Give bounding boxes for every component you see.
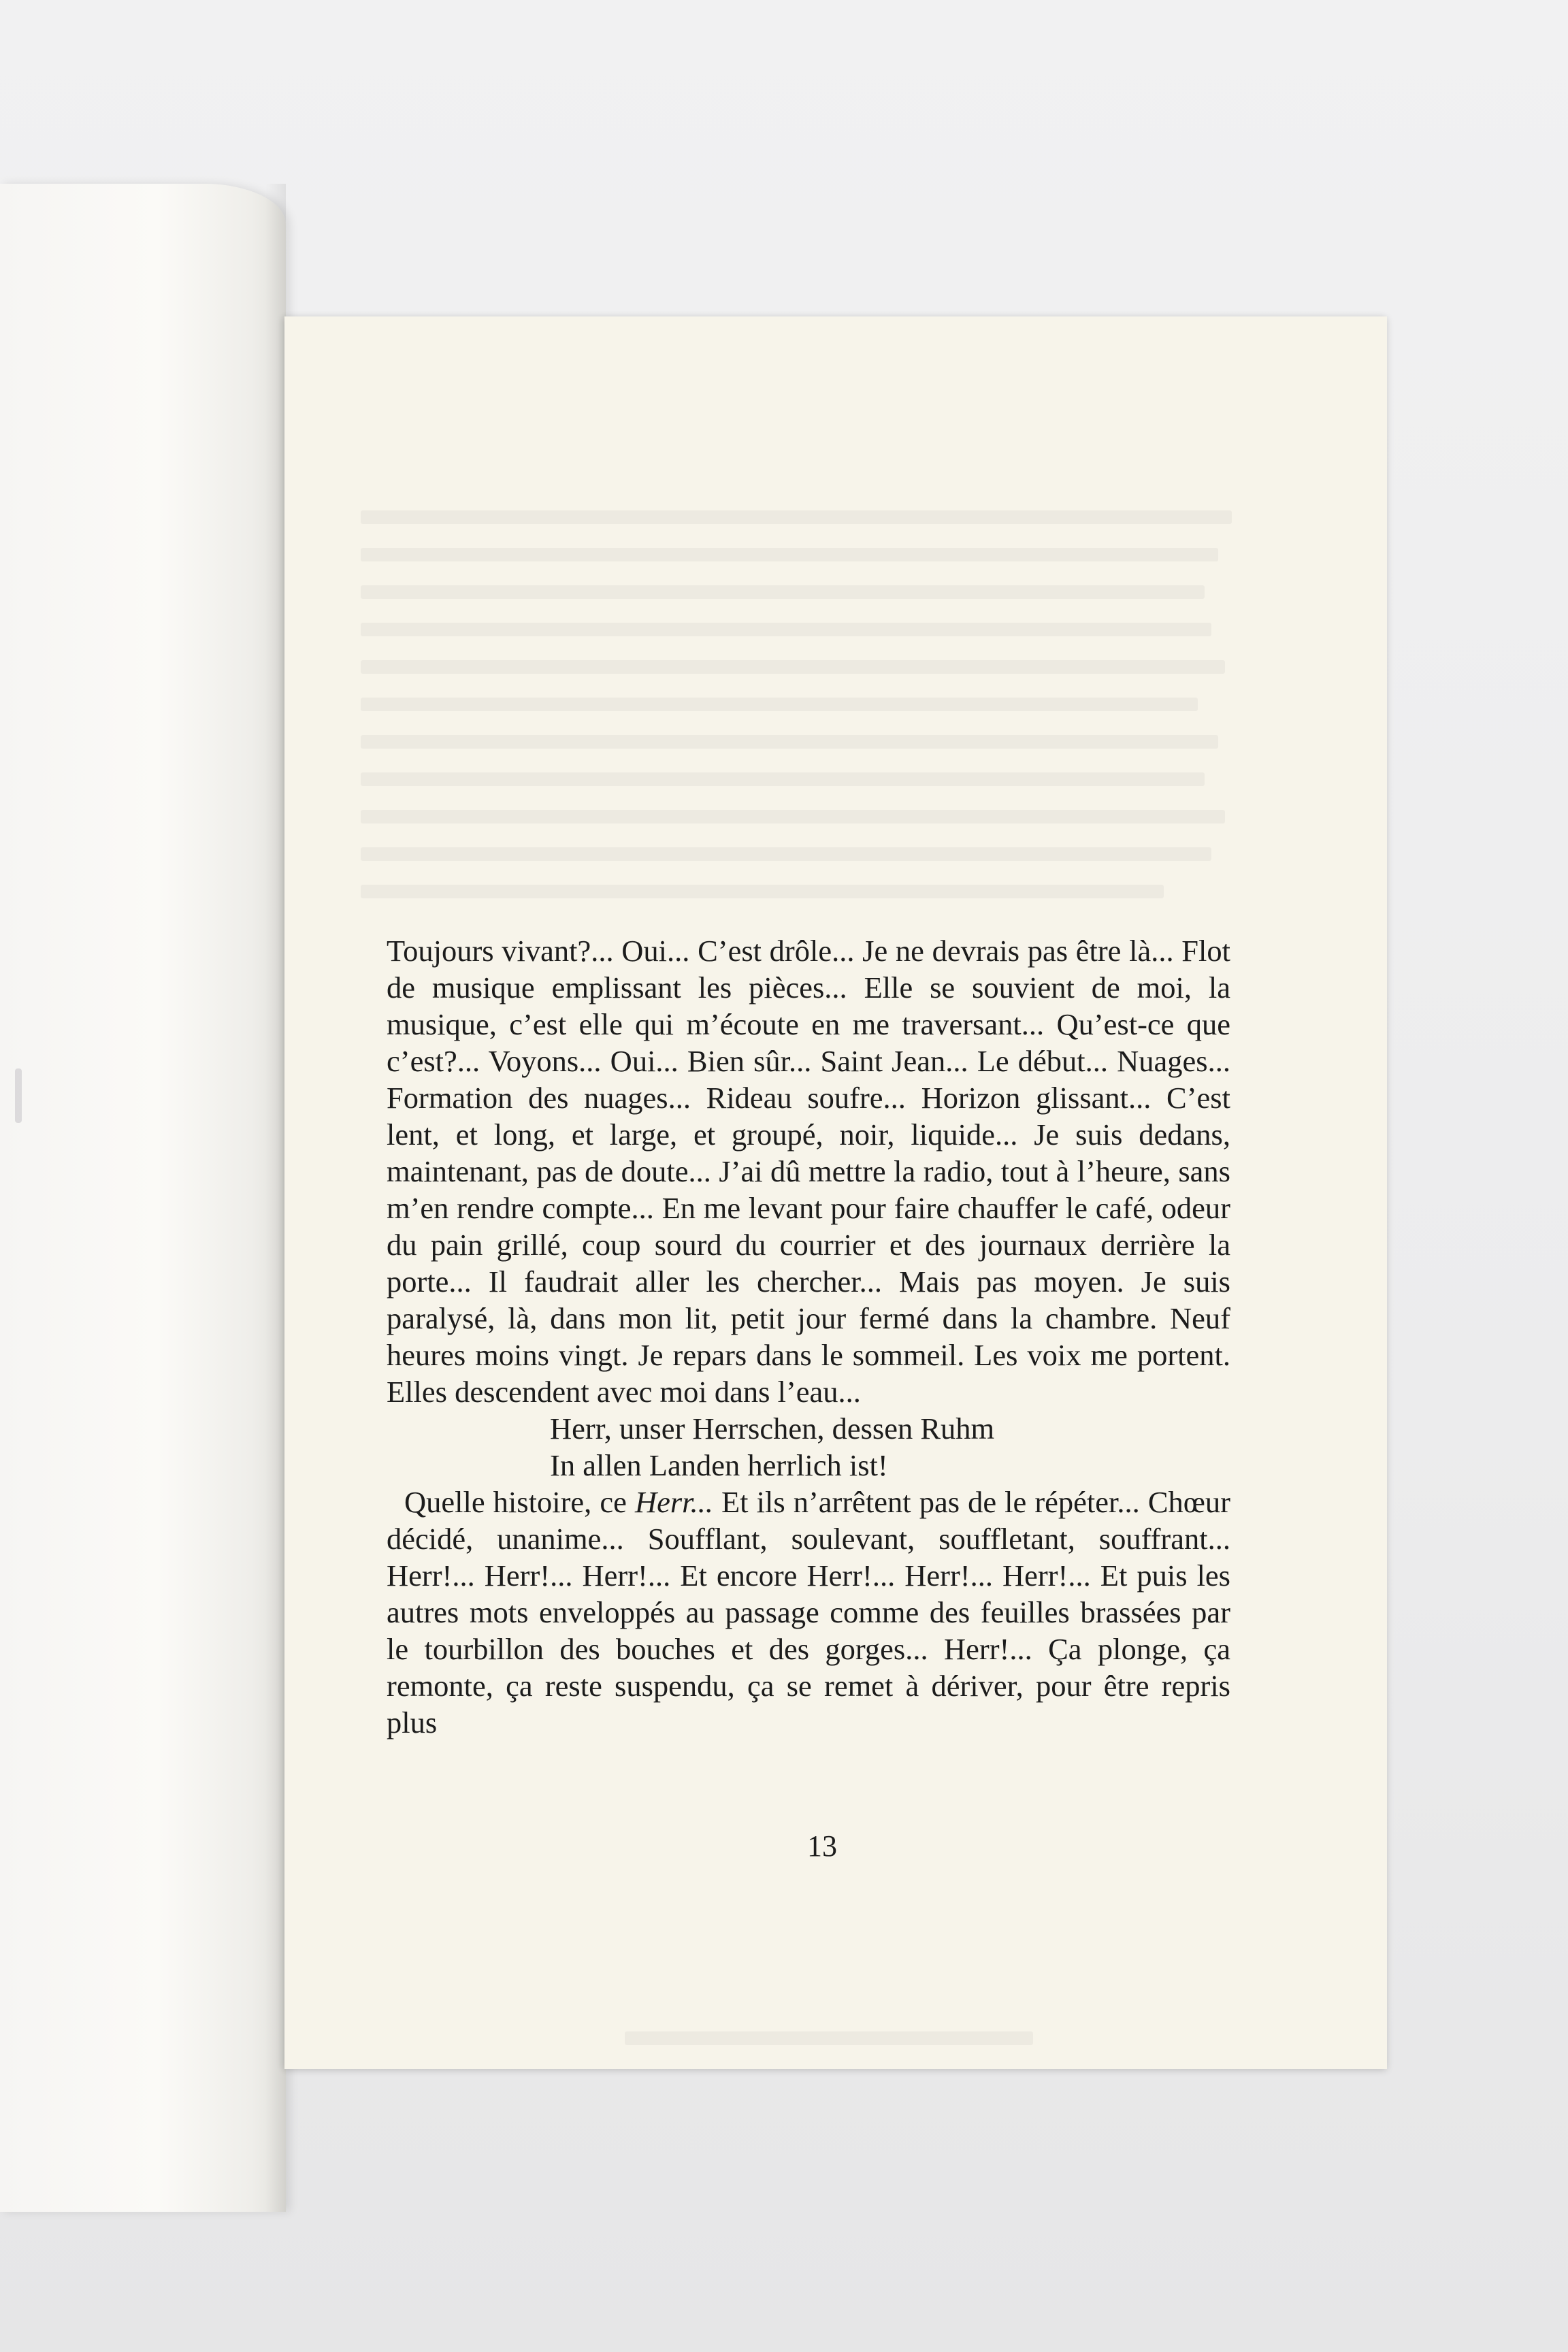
paragraph: [387, 1484, 1230, 1741]
verse-line: In allen Landen herrlich ist!: [550, 1448, 888, 1482]
show-through-line: [361, 735, 1218, 749]
show-through-line: [361, 660, 1225, 674]
show-through-line: [361, 810, 1225, 823]
paragraph-text: Et ils n’arrêtent pas de le répéter... Chœur décidé, unanime... Soufflant, soulevant, souffletant, souffrant... Herr!... Herr!... Herr!... Et encore Herr!... Herr!... Herr!... Et puis les autres mots enveloppés au passage comme des feuilles brassées par le tourbillon des bouches et des gorges... Herr!... Ça plonge, ça remonte, ça reste suspendu, ça se remet à dériver, pour être repris plus: [387, 1485, 1230, 1740]
verse-line: Herr, unser Herrschen, dessen Ruhm: [550, 1411, 995, 1446]
italic-word: Herr...: [634, 1485, 713, 1519]
show-through-line: [361, 772, 1205, 786]
show-through-line: [361, 885, 1164, 898]
page-number: 13: [807, 1829, 837, 1863]
leaf-edge-mark: [15, 1068, 22, 1123]
show-through-line: [361, 548, 1218, 561]
left-page-leaf: [0, 184, 286, 2212]
show-through-line: [361, 510, 1232, 524]
show-through-line: [361, 585, 1205, 599]
paragraph-text: Quelle histoire, ce: [404, 1485, 635, 1519]
book-page: [284, 316, 1387, 2069]
show-through-line: [361, 623, 1211, 636]
show-through-line: [625, 2031, 1033, 2045]
show-through-line: [361, 847, 1211, 861]
body-text: [387, 932, 1230, 1741]
show-through-line: [361, 698, 1198, 711]
verse-quotation: [387, 1410, 1230, 1484]
paragraph: Toujours vivant?... Oui... C’est drôle... Je ne devrais pas être là... Flot de musique emplissant les pièces... Elle se souvient de moi, la musique, c’est elle qui m’écoute en me traversant... Qu’est-ce que c’est?... Voyons... Oui... Bien sûr... Saint Jean... Le début... Nuages... Formation des nuages... Rideau soufre... Horizon glissant... C’est lent, et long, et large, et groupé, noir, liquide... Je suis dedans, maintenant, pas de doute... J’ai dû mettre la radio, tout à l’heure, sans m’en rendre compte... En me levant pour faire chauffer le café, odeur du pain grillé, coup sourd du courrier et des journaux derrière la porte... Il faudrait aller les chercher... Mais pas moyen. Je suis paralysé, là, dans mon lit, petit jour fermé dans la chambre. Neuf heures moins vingt. Je repars dans le sommeil. Les voix me portent. Elles descendent avec moi dans l’eau...: [387, 934, 1230, 1409]
